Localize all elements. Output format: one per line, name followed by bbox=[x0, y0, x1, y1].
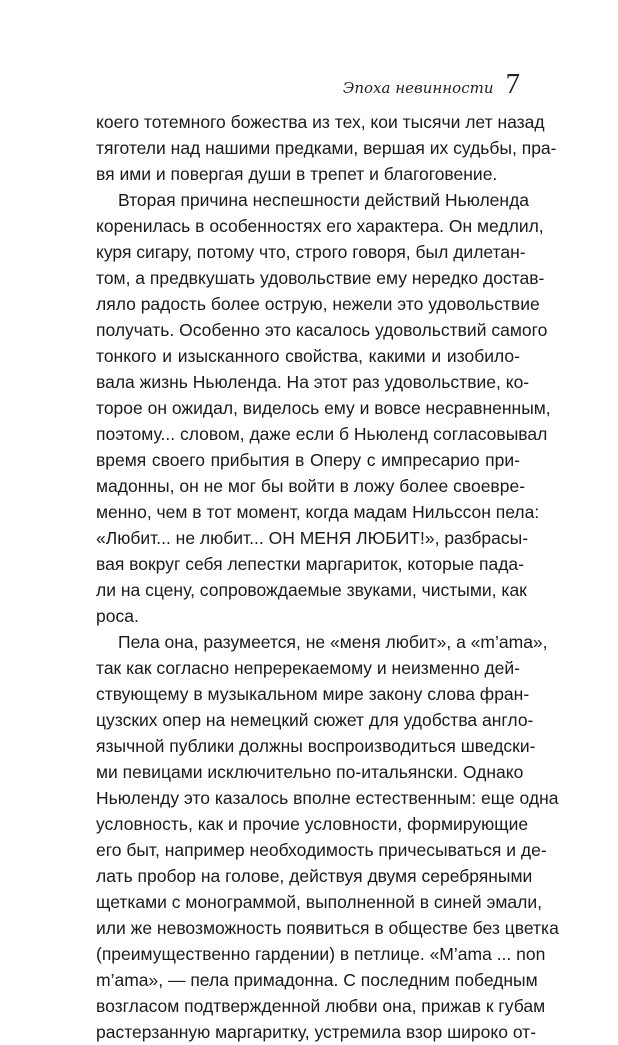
text-line: торое он ожидал, виделось ему и вовсе несравненным, bbox=[96, 398, 551, 418]
text-line: «Любит... не любит... ОН МЕНЯ ЛЮБИТ!», разбрасы- bbox=[96, 528, 529, 548]
text-line: роса. bbox=[96, 606, 139, 626]
text-line: ствующему в музыкальном мире закону слова фран- bbox=[96, 684, 530, 704]
text-line: том, а предвкушать удовольствие ему нередко достав- bbox=[96, 268, 545, 288]
text-line: ми певицами исключительно по-итальянски. Однако bbox=[96, 762, 524, 782]
text-line: (преимущественно гардении) в петлице. «M’ama ... non bbox=[96, 944, 546, 964]
text-line: щетками с монограммой, выполненной в синей эмали, bbox=[96, 892, 542, 912]
text-line: или же невозможность появиться в обществе без цветка bbox=[96, 918, 559, 938]
text-line: ли на сцену, сопровождаемые звуками, чистыми, как bbox=[96, 580, 527, 600]
text-line: время своего прибытия в Оперу с импресарио при- bbox=[96, 450, 520, 470]
text-line: цузских опер на немецкий сюжет для удобства англо- bbox=[96, 710, 534, 730]
text-line: Пела она, разумеется, не «меня любит», а «m’ama», bbox=[118, 632, 548, 652]
text-line: коего тотемного божества из тех, кои тысячи лет назад bbox=[96, 112, 545, 132]
text-line: ляло радость более острую, нежели это удовольствие bbox=[96, 294, 540, 314]
text-line: m’ama», — пела примадонна. С последним победным bbox=[96, 970, 538, 990]
text-line: условность, как и прочие условности, формирующие bbox=[96, 814, 529, 834]
running-title: Эпоха невинности bbox=[342, 79, 494, 97]
text-line: растерзанную маргаритку, устремила взор широко от- bbox=[96, 1022, 537, 1042]
text-line: тонкого и изысканного свойства, какими и изобило- bbox=[96, 346, 520, 366]
text-line: Вторая причина неспешности действий Ньюленда bbox=[118, 190, 530, 210]
text-line: так как согласно непререкаемому и неизменно дей- bbox=[96, 658, 520, 678]
text-line: вая вокруг себя лепестки маргариток, которые пада- bbox=[96, 554, 524, 574]
text-line: вала жизнь Ньюленда. На этот раз удовольствие, ко- bbox=[96, 372, 530, 392]
text-line: мадонны, он не мог бы войти в ложу более своевре- bbox=[96, 476, 526, 496]
text-line: куря сигару, потому что, строго говоря, был дилетан- bbox=[96, 242, 526, 262]
text-line: поэтому... словом, даже если б Ньюленд согласовывал bbox=[96, 424, 548, 444]
text-line: возгласом подтвержденной любви она, прижав к губам bbox=[96, 996, 546, 1016]
text-line: его быт, например необходимость причесываться и де- bbox=[96, 840, 547, 860]
text-line: получать. Особенно это касалось удовольствий самого bbox=[96, 320, 548, 340]
text-line: лать пробор на голове, действуя двумя серебряными bbox=[96, 866, 533, 886]
page-number: 7 bbox=[505, 68, 520, 100]
text-line: менно, чем в тот момент, когда мадам Нильссон пела: bbox=[96, 502, 540, 522]
running-header bbox=[96, 68, 520, 100]
text-line: коренилась в особенностях его характера. Он медлил, bbox=[96, 216, 544, 236]
text-line: язычной публики должны воспроизводиться шведски- bbox=[96, 736, 536, 756]
text-line: Ньюленду это казалось вполне естественным: еще одна bbox=[96, 788, 559, 808]
text-line: вя ими и повергая души в трепет и благоговение. bbox=[96, 164, 498, 184]
text-line: тяготели над нашими предками, вершая их судьбы, пра- bbox=[96, 138, 557, 158]
body-text bbox=[96, 109, 559, 1045]
